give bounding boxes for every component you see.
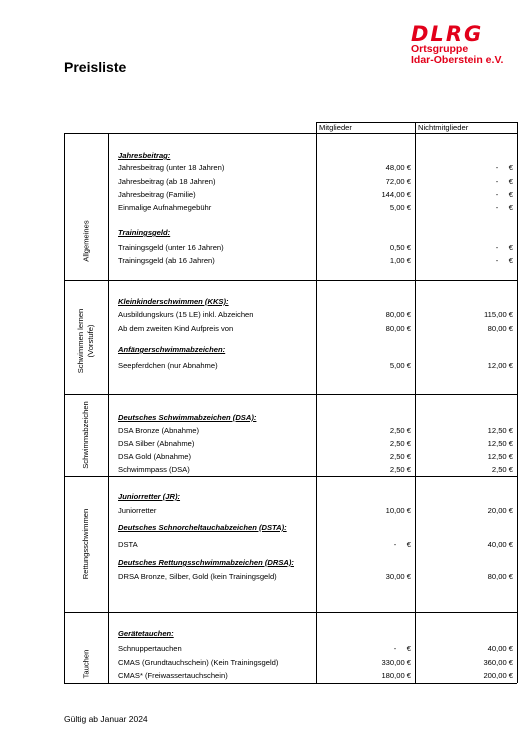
section-label-line-1: Schwimmen lernen: [76, 308, 85, 374]
price-item-label: Jahresbeitrag (Familie): [118, 190, 196, 199]
table-rule: [64, 280, 517, 281]
section-heading: Juniorretter (JR):: [118, 492, 181, 501]
section-label-line-1: Rettungsschwimmen: [81, 508, 90, 580]
price-nonmembers: 12,00 €: [487, 361, 513, 370]
section-heading: Jahresbeitrag:: [118, 151, 171, 160]
table-rule: [64, 476, 517, 477]
table-rule: [64, 612, 517, 613]
column-header-nonmembers: Nichtmitglieder: [418, 123, 469, 132]
price-members: 80,00 €: [385, 310, 411, 319]
logo-wordmark: DLRG: [411, 22, 484, 46]
section-heading: Trainingsgeld:: [118, 228, 171, 237]
price-members: 0,50 €: [389, 243, 411, 252]
price-members: 5,00 €: [389, 361, 411, 370]
section-heading: Deutsches Rettungsschwimmabzeichen (DRSA):: [118, 558, 294, 567]
price-members: 48,00 €: [385, 163, 411, 172]
price-nonmembers: 2,50 €: [491, 465, 513, 474]
section-label-line-1: Tauchen: [81, 649, 90, 679]
price-item-label: Trainingsgeld (unter 16 Jahren): [118, 243, 224, 252]
section-label: [81, 481, 91, 607]
dlrg-logo: [411, 24, 515, 66]
price-members: 2,50 €: [389, 426, 411, 435]
price-item-label: DSA Gold (Abnahme): [118, 452, 192, 461]
price-item-label: Juniorretter: [118, 506, 157, 515]
section-label-line-1: Schwimmabzeichen: [81, 401, 90, 469]
page-title: Preisliste: [64, 59, 127, 75]
price-nonmembers: 40,00 €: [487, 540, 513, 549]
section-label-line-2: (Vorstufe): [86, 324, 95, 358]
price-item-label: Jahresbeitrag (unter 18 Jahren): [118, 163, 225, 172]
price-nonmembers: - €: [495, 203, 513, 212]
price-members: 1,00 €: [389, 256, 411, 265]
section-label-line-1: Allgemeines: [81, 220, 90, 262]
price-nonmembers: - €: [495, 190, 513, 199]
logo-line-1: Ortsgruppe: [411, 43, 469, 55]
price-item-label: CMAS* (Freiwassertauchschein): [118, 671, 228, 680]
table-rule: [517, 122, 518, 683]
price-nonmembers: 12,50 €: [487, 452, 513, 461]
price-members: 2,50 €: [389, 439, 411, 448]
price-nonmembers: 12,50 €: [487, 439, 513, 448]
validity-footer: Gültig ab Januar 2024: [64, 714, 148, 724]
price-members: - €: [393, 540, 411, 549]
section-heading: Kleinkinderschwimmen (KKS):: [118, 297, 229, 306]
price-members: 2,50 €: [389, 452, 411, 461]
price-nonmembers: - €: [495, 243, 513, 252]
price-members: 72,00 €: [385, 177, 411, 186]
price-nonmembers: 80,00 €: [487, 572, 513, 581]
section-heading: Deutsches Schnorcheltauchabzeichen (DSTA):: [118, 523, 287, 532]
price-item-label: Einmalige Aufnahmegebühr: [118, 203, 212, 212]
table-rule: [64, 133, 517, 134]
price-item-label: Trainingsgeld (ab 16 Jahren): [118, 256, 215, 265]
price-members: 10,00 €: [385, 506, 411, 515]
price-item-label: DRSA Bronze, Silber, Gold (kein Trainingsgeld): [118, 572, 277, 581]
price-members: 180,00 €: [381, 671, 411, 680]
section-label: [81, 399, 91, 471]
price-item-label: DSA Bronze (Abnahme): [118, 426, 200, 435]
price-members: 2,50 €: [389, 465, 411, 474]
price-nonmembers: 12,50 €: [487, 426, 513, 435]
price-members: 80,00 €: [385, 324, 411, 333]
price-nonmembers: - €: [495, 177, 513, 186]
price-members: - €: [393, 644, 411, 653]
table-rule: [64, 133, 65, 683]
price-item-label: CMAS (Grundtauchschein) (Kein Trainingsgeld): [118, 658, 279, 667]
section-heading: Gerätetauchen:: [118, 629, 174, 638]
price-nonmembers: - €: [495, 256, 513, 265]
price-nonmembers: 115,00 €: [484, 310, 513, 319]
price-members: 144,00 €: [381, 190, 411, 199]
price-item-label: Seepferdchen (nur Abnahme): [118, 361, 218, 370]
price-members: 5,00 €: [389, 203, 411, 212]
price-nonmembers: 80,00 €: [487, 324, 513, 333]
price-item-label: Schwimmpass (DSA): [118, 465, 190, 474]
section-heading: Deutsches Schwimmabzeichen (DSA):: [118, 413, 257, 422]
table-rule: [108, 133, 109, 683]
price-item-label: Ab dem zweiten Kind Aufpreis von: [118, 324, 234, 333]
price-members: 30,00 €: [385, 572, 411, 581]
price-item-label: Ausbildungskurs (15 LE) inkl. Abzeichen: [118, 310, 254, 319]
price-item-label: DSTA: [118, 540, 138, 549]
price-item-label: Jahresbeitrag (ab 18 Jahren): [118, 177, 216, 186]
column-header-members: Mitglieder: [319, 123, 352, 132]
price-members: 330,00 €: [381, 658, 411, 667]
section-heading: Anfängerschwimmabzeichen:: [118, 345, 226, 354]
price-item-label: DSA Silber (Abnahme): [118, 439, 195, 448]
table-rule: [64, 394, 517, 395]
section-label: [76, 289, 96, 393]
price-nonmembers: 40,00 €: [487, 644, 513, 653]
price-item-label: Schnuppertauchen: [118, 644, 182, 653]
price-nonmembers: 200,00 €: [483, 671, 513, 680]
logo-line-2: Idar-Oberstein e.V.: [411, 54, 504, 66]
price-nonmembers: 20,00 €: [487, 506, 513, 515]
price-table: [64, 122, 517, 683]
table-rule: [64, 683, 517, 684]
section-label: [81, 634, 91, 695]
price-nonmembers: - €: [495, 163, 513, 172]
price-nonmembers: 360,00 €: [483, 658, 513, 667]
